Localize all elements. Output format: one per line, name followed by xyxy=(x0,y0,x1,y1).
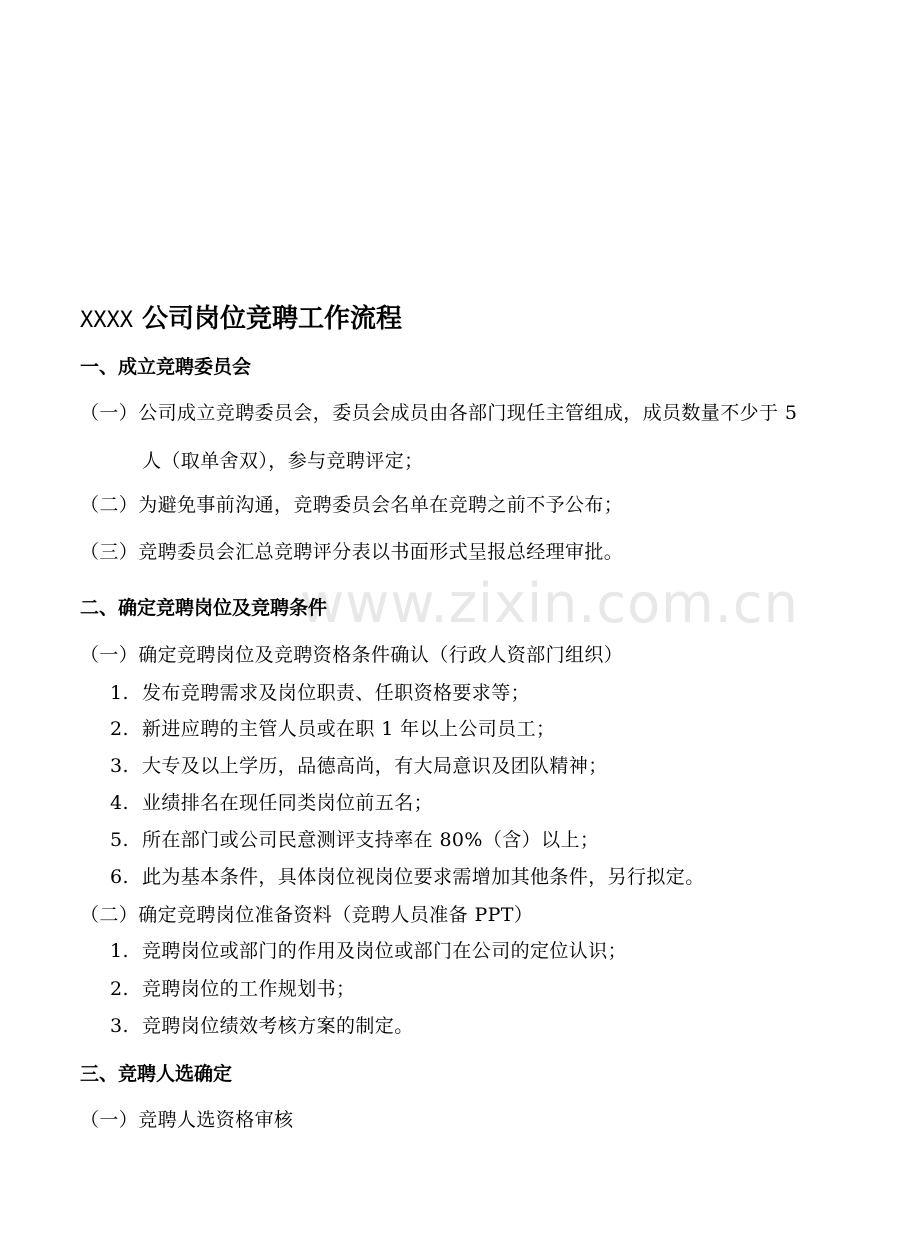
section-1-item-1-line-2: 人（取单舍双），参与竞聘评定； xyxy=(142,450,424,472)
section-1-heading: 一、成立竞聘委员会 xyxy=(80,356,252,378)
list-item xyxy=(110,714,555,741)
list-item-number: 2. xyxy=(110,978,129,1000)
section-3-heading: 三、竞聘人选确定 xyxy=(80,1063,233,1085)
document-title xyxy=(80,298,402,335)
list-item-number: 1. xyxy=(110,682,129,704)
list-item-text: 大专及以上学历，品德高尚，有大局意识及团队精神； xyxy=(142,755,608,777)
watermark: www.zixin.com.cn xyxy=(300,572,799,635)
list-item xyxy=(110,862,705,889)
title-prefix: XXXX xyxy=(80,308,133,333)
section-3-sub-1: （一）竞聘人选资格审核 xyxy=(80,1109,294,1131)
list-item-number: 3. xyxy=(110,1015,129,1037)
title-main: 公司岗位竞聘工作流程 xyxy=(142,304,403,334)
list-item-number: 3. xyxy=(110,755,129,777)
list-item-number: 4. xyxy=(110,792,129,814)
list-item-text: 业绩排名在现任同类岗位前五名； xyxy=(142,792,434,814)
list-item-number: 1. xyxy=(110,940,129,962)
section-2-sub-1: （一）确定竞聘岗位及竞聘资格条件确认（行政人资部门组织） xyxy=(80,644,624,666)
list-item-number: 2. xyxy=(110,718,129,740)
list-item xyxy=(110,678,530,705)
list-item-text: 竞聘岗位或部门的作用及岗位或部门在公司的定位认识； xyxy=(142,940,628,962)
list-item-number: 5. xyxy=(110,829,129,851)
section-1-item-1-line-1: （一）公司成立竞聘委员会，委员会成员由各部门现任主管组成，成员数量不少于 5 xyxy=(80,402,798,424)
list-item-text: 新进应聘的主管人员或在职 1 年以上公司员工； xyxy=(142,718,556,740)
section-2-sub-2: （二）确定竞聘岗位准备资料（竞聘人员准备 PPT） xyxy=(80,904,534,926)
list-item-text: 所在部门或公司民意测评支持率在 80%（含）以上； xyxy=(142,829,600,851)
list-item xyxy=(110,825,599,852)
list-item-text: 发布竞聘需求及岗位职责、任职资格要求等； xyxy=(142,682,531,704)
list-item xyxy=(110,974,355,1001)
list-item-text: 竞聘岗位绩效考核方案的制定。 xyxy=(142,1015,414,1037)
list-item xyxy=(110,751,608,778)
list-item-text: 此为基本条件，具体岗位视岗位要求需增加其他条件，另行拟定。 xyxy=(142,866,705,888)
list-item xyxy=(110,1011,414,1038)
list-item-text: 竞聘岗位的工作规划书； xyxy=(142,978,356,1000)
section-1-item-3: （三）竞聘委员会汇总竞聘评分表以书面形式呈报总经理审批。 xyxy=(80,541,624,563)
section-1-item-2: （二）为避免事前沟通，竞聘委员会名单在竞聘之前不予公布； xyxy=(80,494,624,516)
section-2-heading: 二、确定竞聘岗位及竞聘条件 xyxy=(80,597,328,619)
list-item xyxy=(110,936,627,963)
list-item xyxy=(110,788,433,815)
list-item-number: 6. xyxy=(110,866,129,888)
